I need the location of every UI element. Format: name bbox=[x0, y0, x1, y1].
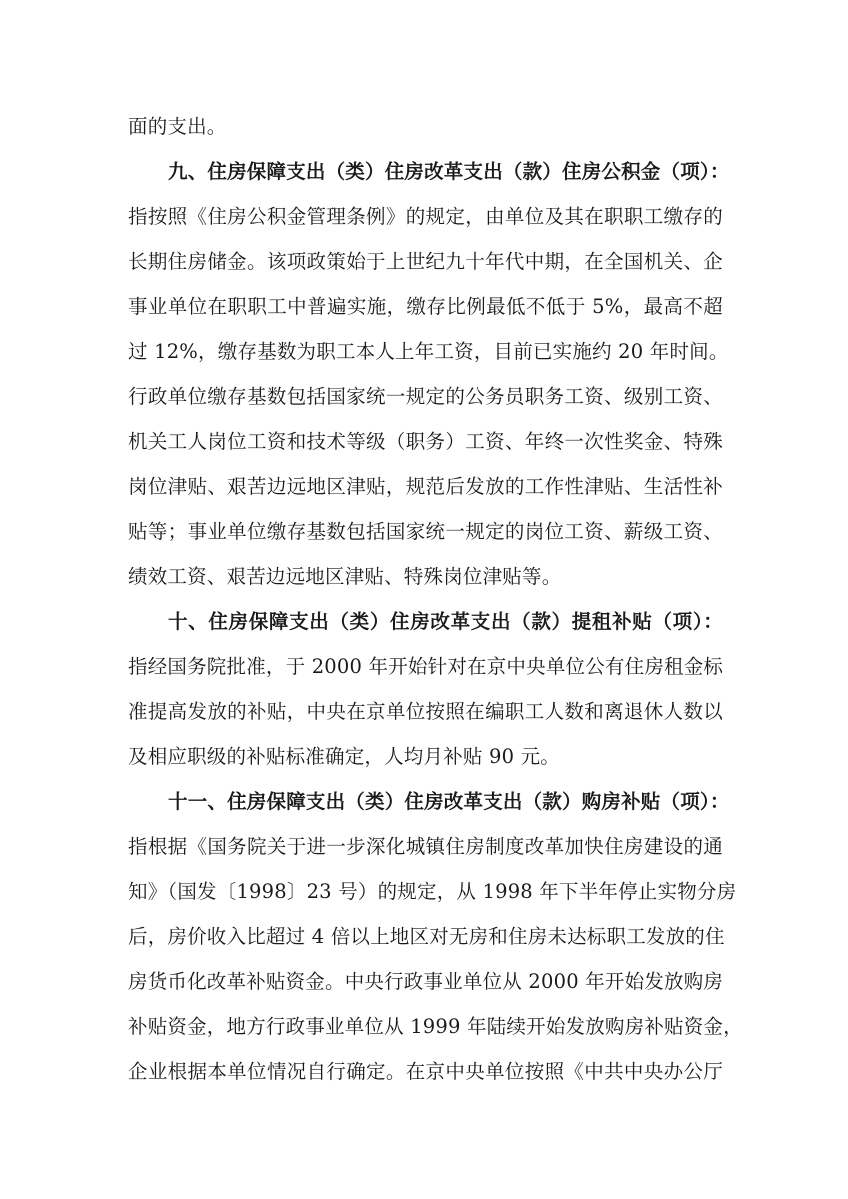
paragraph-line: 及相应职级的补贴标准确定，人均月补贴 90 元。 bbox=[128, 745, 561, 768]
paragraph-line: 后，房价收入比超过 4 倍以上地区对无房和住房未达标职工发放的住 bbox=[128, 925, 725, 948]
paragraph-line: 房货币化改革补贴资金。中央行政事业单位从 2000 年开始发放购房 bbox=[128, 970, 724, 993]
paragraph-line: 岗位津贴、艰苦边远地区津贴，规范后发放的工作性津贴、生活性补 bbox=[128, 475, 723, 498]
section-heading-11: 十一、住房保障支出（类）住房改革支出（款）购房补贴（项）： bbox=[168, 790, 730, 813]
paragraph-line: 行政单位缴存基数包括国家统一规定的公务员职务工资、级别工资、 bbox=[128, 385, 723, 408]
paragraph-line: 准提高发放的补贴，中央在京单位按照在编职工人数和离退休人数以 bbox=[128, 700, 723, 723]
paragraph-line: 指按照《住房公积金管理条例》的规定，由单位及其在职职工缴存的 bbox=[128, 205, 723, 228]
paragraph-line: 指经国务院批准，于 2000 年开始针对在京中央单位公有住房租金标 bbox=[128, 655, 724, 678]
section-heading-10: 十、住房保障支出（类）住房改革支出（款）提租补贴（项）： bbox=[168, 610, 723, 633]
paragraph-line: 企业根据本单位情况自行确定。在京中央单位按照《中共中央办公厅 bbox=[128, 1060, 723, 1083]
paragraph-line: 事业单位在职职工中普遍实施，缴存比例最低不低于 5%，最高不超 bbox=[128, 295, 723, 318]
paragraph-line: 机关工人岗位工资和技术等级（职务）工资、年终一次性奖金、特殊 bbox=[128, 430, 723, 453]
paragraph-line: 补贴资金，地方行政事业单位从 1999 年陆续开始发放购房补贴资金， bbox=[128, 1015, 743, 1038]
paragraph-line: 面的支出。 bbox=[128, 115, 227, 138]
section-heading-9: 九、住房保障支出（类）住房改革支出（款）住房公积金（项）： bbox=[168, 160, 730, 183]
paragraph-line: 长期住房储金。该项政策始于上世纪九十年代中期，在全国机关、企 bbox=[128, 250, 723, 273]
paragraph-line: 过 12%，缴存基数为职工本人上年工资，目前已实施约 20 年时间。 bbox=[128, 340, 729, 363]
paragraph-line: 知》（国发〔1998〕23 号）的规定，从 1998 年下半年停止实物分房 bbox=[128, 880, 737, 903]
paragraph-line: 贴等；事业单位缴存基数包括国家统一规定的岗位工资、薪级工资、 bbox=[128, 520, 723, 543]
paragraph-line: 绩效工资、艰苦边远地区津贴、特殊岗位津贴等。 bbox=[128, 565, 562, 588]
paragraph-line: 指根据《国务院关于进一步深化城镇住房制度改革加快住房建设的通 bbox=[128, 835, 723, 858]
